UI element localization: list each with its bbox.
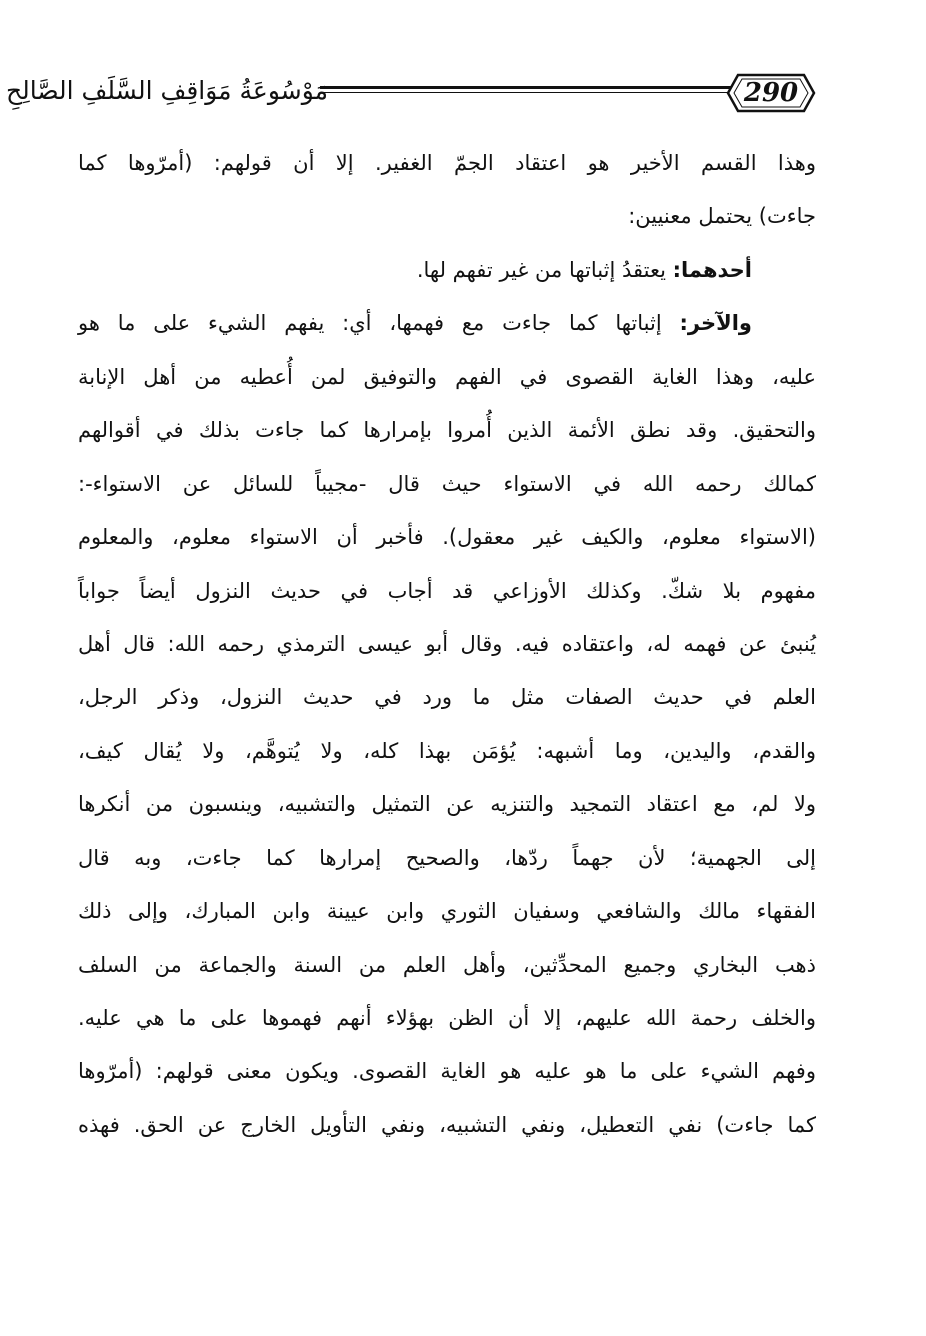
text-line	[78, 195, 816, 248]
text-line	[78, 623, 816, 676]
line-text: مفهوم بلا شكّ. وكذلك الأوزاعي قد أجاب في حديث النزول أيضاً جواباً	[78, 578, 816, 603]
line-text: عليه، وهذا الغاية القصوى في الفهم والتوفيق لمن أُعطيه من أهل الإنابة	[78, 364, 816, 389]
line-text: جاءت) يحتمل معنيين:	[628, 204, 816, 229]
line-text: والتحقيق. وقد نطق الأئمة الذين أُمروا بإمرارها كما جاءت بذلك في أقوالهم	[78, 418, 816, 443]
line-text: وفهم الشيء على ما هو عليه هو الغاية القصوى. ويكون معنى قولهم: (أمرّوها	[78, 1059, 816, 1084]
line-text: والقدم، واليدين، وما أشبهه: يُؤمَن بهذا كله، ولا يُتوهَّم، ولا يُقال كيف،	[78, 738, 816, 763]
line-text: والخلف رحمة الله عليهم، إلا أن الظن بهؤلاء أنهم فهموها على ما هي عليه.	[78, 1006, 816, 1030]
line-text: وهذا القسم الأخير هو اعتقاد الجمّ الغفير. إلا أن قولهم: (أمرّوها كما	[78, 151, 816, 175]
line-text: إثباتها كما جاءت مع فهمها، أي: يفهم الشيء على ما هو	[78, 311, 662, 336]
line-text: العلم في حديث الصفات مثل ما ورد في حديث النزول، وذكر الرجل،	[78, 685, 816, 710]
text-line	[78, 570, 816, 623]
line-text: ولا لم، مع اعتقاد التمجيد والتنزيه عن التمثيل والتشبيه، وينسبون من أنكرها	[78, 792, 816, 817]
page-header	[5, 68, 816, 118]
line-text: يعتقدُ إثباتها من غير تفهم لها.	[416, 257, 666, 282]
text-line	[78, 249, 816, 302]
text-line	[78, 409, 816, 462]
line-text: إلى الجهمية؛ لأن جهماً ردّها، والصحيح إمرارها كما جاءت، وبه قال	[78, 845, 816, 870]
line-heading: أحدهما:	[672, 257, 752, 282]
text-line	[78, 676, 816, 729]
line-text: ذهب البخاري وجميع المحدِّثين، وأهل العلم من السنة والجماعة من السلف	[78, 952, 816, 977]
text-line	[78, 142, 816, 195]
line-text: يُنبئ عن فهمه له، واعتقاده فيه. وقال أبو عيسى الترمذي رحمه الله: قال أهل	[78, 631, 816, 656]
text-line	[78, 516, 816, 569]
text-line	[78, 463, 816, 516]
body-text	[78, 142, 816, 1157]
text-line	[78, 1104, 816, 1157]
header-divider	[320, 86, 748, 93]
text-line	[78, 890, 816, 943]
text-line	[78, 997, 816, 1050]
text-line	[78, 302, 816, 355]
line-text: كما جاءت) نفي التعطيل، ونفي التشبيه، ونفي التأويل الخارج عن الحق. فهذه	[78, 1112, 816, 1137]
text-line	[78, 730, 816, 783]
page-number: 290	[743, 78, 799, 108]
line-text: الفقهاء مالك والشافعي وسفيان الثوري وابن عيينة وابن المبارك، وإلى ذلك	[78, 899, 816, 924]
text-line	[78, 837, 816, 890]
text-line	[78, 944, 816, 997]
book-title: مَوْسُوعَةُ مَوَاقِفِ السَّلَفِ الصَّالِحِ	[5, 76, 328, 105]
page-number-badge	[726, 72, 816, 114]
text-line	[78, 783, 816, 836]
line-text: (الاستواء معلوم، والكيف غير معقول). فأخبر أن الاستواء معلوم، والمعلوم	[78, 525, 816, 550]
line-heading: والآخر:	[679, 311, 752, 336]
line-text: كمالك رحمه الله في الاستواء حيث قال -مجيباً للسائل عن الاستواء-:	[78, 471, 816, 496]
text-line	[78, 1050, 816, 1103]
text-line	[78, 356, 816, 409]
